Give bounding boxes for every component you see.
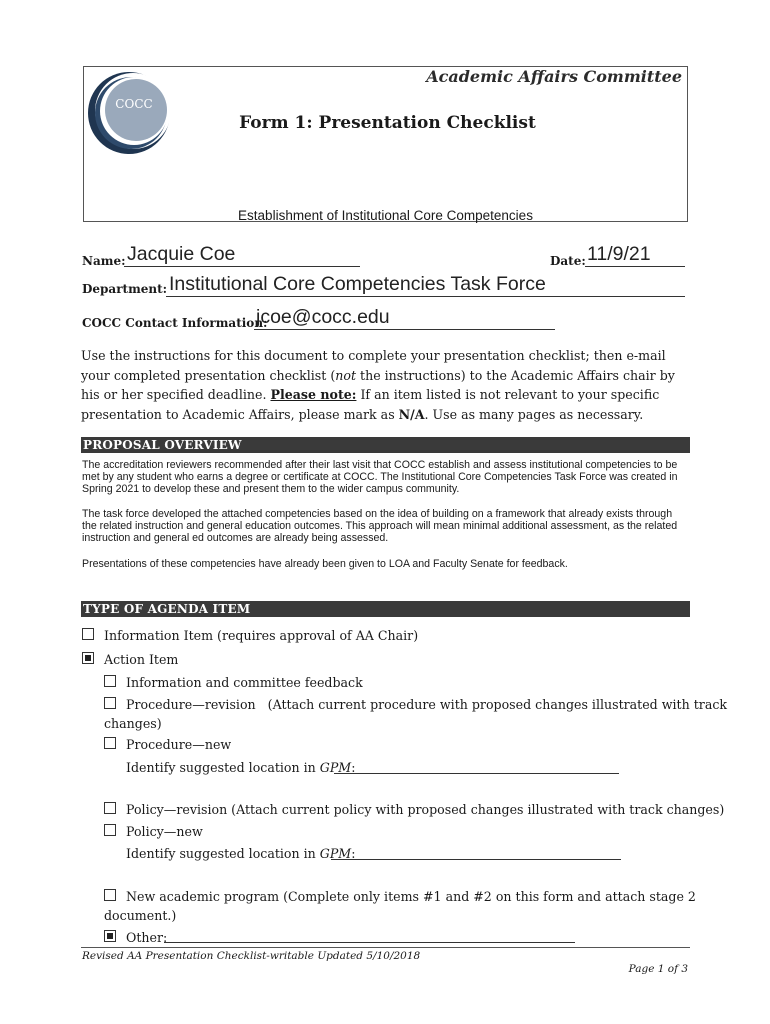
procedure-revision-note-cont: changes) [104,716,162,731]
new-program-label-cont: document.) [104,908,177,923]
department-value: Institutional Core Competencies Task Force [169,273,546,295]
gpm-location-1: Identify suggested location in GPM: [126,760,356,775]
other-checkbox[interactable] [104,930,116,942]
procedure-revision-option[interactable]: Procedure—revision (Attach current procedure with proposed changes illustrated with track [104,697,727,712]
policy-revision-checkbox[interactable] [104,802,116,814]
committee-name: Academic Affairs Committee [426,67,682,86]
agenda-type-heading: TYPE OF AGENDA ITEM [81,601,690,617]
proposal-overview-heading: PROPOSAL OVERVIEW [81,437,690,453]
other-option[interactable]: Other: [104,930,167,945]
department-label: Department: [82,282,168,296]
other-field[interactable] [164,931,575,943]
action-item-checkbox[interactable] [82,652,94,664]
footer-revision-note: Revised AA Presentation Checklist-writable Updated 5/10/2018 [82,950,421,962]
name-label: Name: [82,254,126,268]
information-item-checkbox[interactable] [82,628,94,640]
overview-paragraph-3: Presentations of these competencies have already been given to LOA and Faculty Senate for feedback. [82,558,568,570]
date-value: 11/9/21 [587,243,651,265]
instructions-paragraph: Use the instructions for this document to complete your presentation checklist; then e-mail your completed presentation checklist (not the instructions) to the Academic Affairs chair by his or her specified deadline. Please note: If an item listed is not relevant to your specific presentation to Academic Affairs, please mark as N/A. Use as many pages as necessary. [81,348,675,423]
overview-paragraph-2: The task force developed the attached competencies based on the idea of building on a framework that already exists through the related instruction and general education outcomes. This approach will mean minimal additional assessment, as the related instruction and general ed outcomes are already being assessed. [82,508,678,545]
action-item-option[interactable]: Action Item [82,652,178,667]
policy-new-option[interactable]: Policy—new [104,824,203,839]
logo-text: COCC [115,97,153,111]
procedure-revision-checkbox[interactable] [104,697,116,709]
name-value: Jacquie Coe [127,243,236,265]
department-field[interactable] [166,275,685,297]
policy-new-checkbox[interactable] [104,824,116,836]
new-program-option[interactable]: New academic program (Complete only items #1 and #2 on this form and attach stage 2 [104,889,696,904]
date-label: Date: [550,254,586,268]
form-title: Form 1: Presentation Checklist [239,113,536,133]
header-box [83,66,688,222]
gpm-location-2-field[interactable] [331,847,621,860]
info-feedback-option[interactable]: Information and committee feedback [104,675,363,690]
gpm-location-2: Identify suggested location in GPM: [126,846,356,861]
info-feedback-checkbox[interactable] [104,675,116,687]
form-subtitle: Establishment of Institutional Core Competencies [238,208,533,223]
contact-field[interactable] [254,306,555,330]
contact-value: jcoe@cocc.edu [256,306,390,328]
footer-divider [81,947,690,948]
page-number: Page 1 of 3 [628,963,688,975]
policy-revision-option[interactable]: Policy—revision (Attach current policy with proposed changes illustrated with track changes) [104,802,724,817]
contact-label: COCC Contact Information: [82,316,268,330]
date-field[interactable] [585,243,685,267]
overview-paragraph-1: The accreditation reviewers recommended after their last visit that COCC establish and assess institutional competencies to be met by any student who earns a degree or certificate at COCC. The Institutional Core Competencies Task Force was created in Spring 2021 to develop these and present them to the wider campus community. [82,459,678,496]
procedure-new-checkbox[interactable] [104,737,116,749]
procedure-new-option[interactable]: Procedure—new [104,737,231,752]
gpm-location-1-field[interactable] [334,761,619,774]
information-item-option[interactable]: Information Item (requires approval of AA Chair) [82,628,418,643]
new-program-checkbox[interactable] [104,889,116,901]
name-field[interactable] [124,243,360,267]
